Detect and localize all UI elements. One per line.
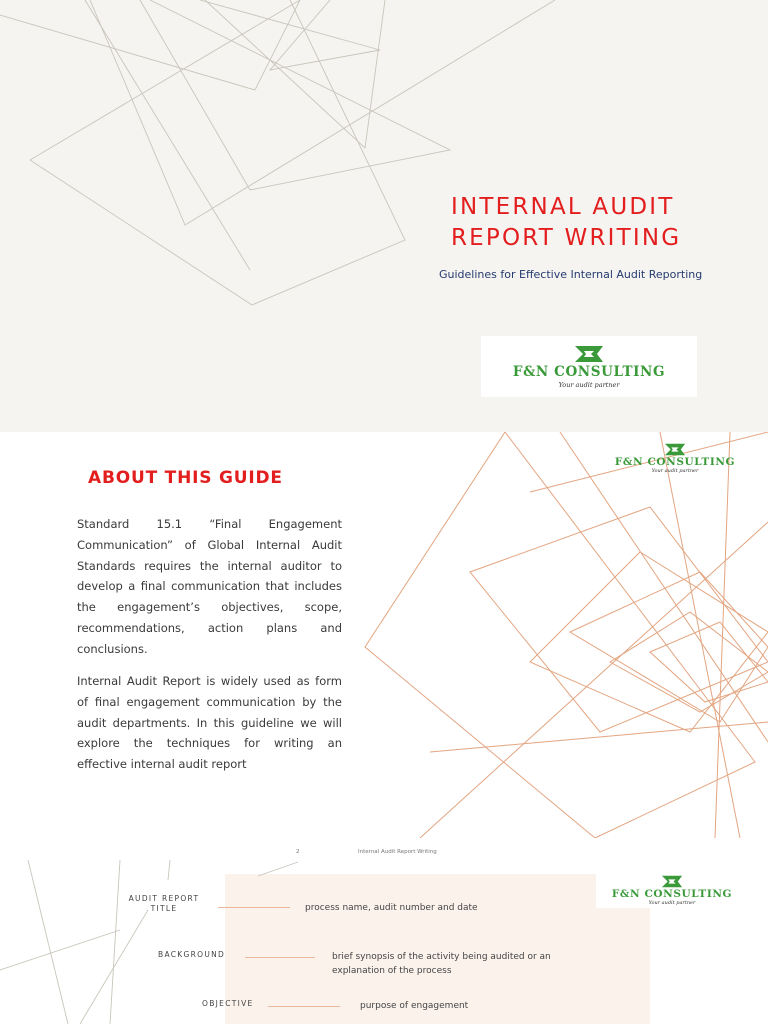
logo-name: F&N CONSULTING bbox=[614, 455, 736, 468]
about-heading: ABOUT THIS GUIDE bbox=[88, 468, 283, 488]
cover-page bbox=[0, 0, 768, 432]
connector-line bbox=[218, 907, 290, 908]
about-paragraph-2: Internal Audit Report is widely used as form of final engagement communication by the audit departments. In this guideline we will explore the techniques for writing an effective internal audit report bbox=[77, 674, 342, 772]
section-label-title bbox=[128, 894, 200, 914]
logo-mark-icon bbox=[661, 875, 683, 888]
section-label-objective: OBJECTIVE bbox=[202, 999, 254, 1008]
section-label-line: TITLE bbox=[150, 904, 178, 913]
connector-line bbox=[268, 1006, 340, 1007]
about-paragraph-1: Standard 15.1 “Final Engagement Communication” of Global Internal Audit Standards requires the internal auditor to develop a final communication that includes the engagement’s objectives, scope, recommendations, action plans and conclusions. bbox=[77, 517, 342, 656]
logo-tagline: Your audit partner bbox=[648, 899, 696, 906]
logo-tagline: Your audit partner bbox=[558, 380, 620, 389]
logo-name: F&N CONSULTING bbox=[611, 887, 733, 900]
company-logo bbox=[481, 336, 697, 397]
footer-document-title: Internal Audit Report Writing bbox=[358, 849, 437, 855]
section-label-line: AUDIT REPORT bbox=[128, 894, 200, 903]
about-page bbox=[0, 432, 768, 838]
page-number: 2 bbox=[296, 849, 300, 855]
page-footer bbox=[0, 838, 768, 860]
logo-mark-icon bbox=[574, 345, 604, 363]
section-description-title: process name, audit number and date bbox=[305, 903, 478, 913]
section-description-background: brief synopsis of the activity being audited or an explanation of the process bbox=[332, 952, 551, 976]
report-structure-page bbox=[0, 860, 768, 1024]
section-label-background: BACKGROUND bbox=[158, 950, 226, 959]
cover-title-line-1: INTERNAL AUDIT bbox=[451, 194, 675, 220]
about-logo bbox=[600, 440, 750, 476]
cover-subtitle: Guidelines for Effective Internal Audit Reporting bbox=[439, 268, 703, 281]
logo-tagline: Your audit partner bbox=[651, 467, 699, 474]
section-description-objective: purpose of engagement bbox=[360, 1001, 469, 1011]
logo-name: F&N CONSULTING bbox=[512, 363, 666, 380]
structure-logo bbox=[596, 872, 748, 908]
cover-title-line-2: REPORT WRITING bbox=[451, 225, 682, 251]
connector-line bbox=[245, 957, 315, 958]
logo-mark-icon bbox=[664, 443, 686, 456]
cover-title bbox=[451, 192, 681, 254]
